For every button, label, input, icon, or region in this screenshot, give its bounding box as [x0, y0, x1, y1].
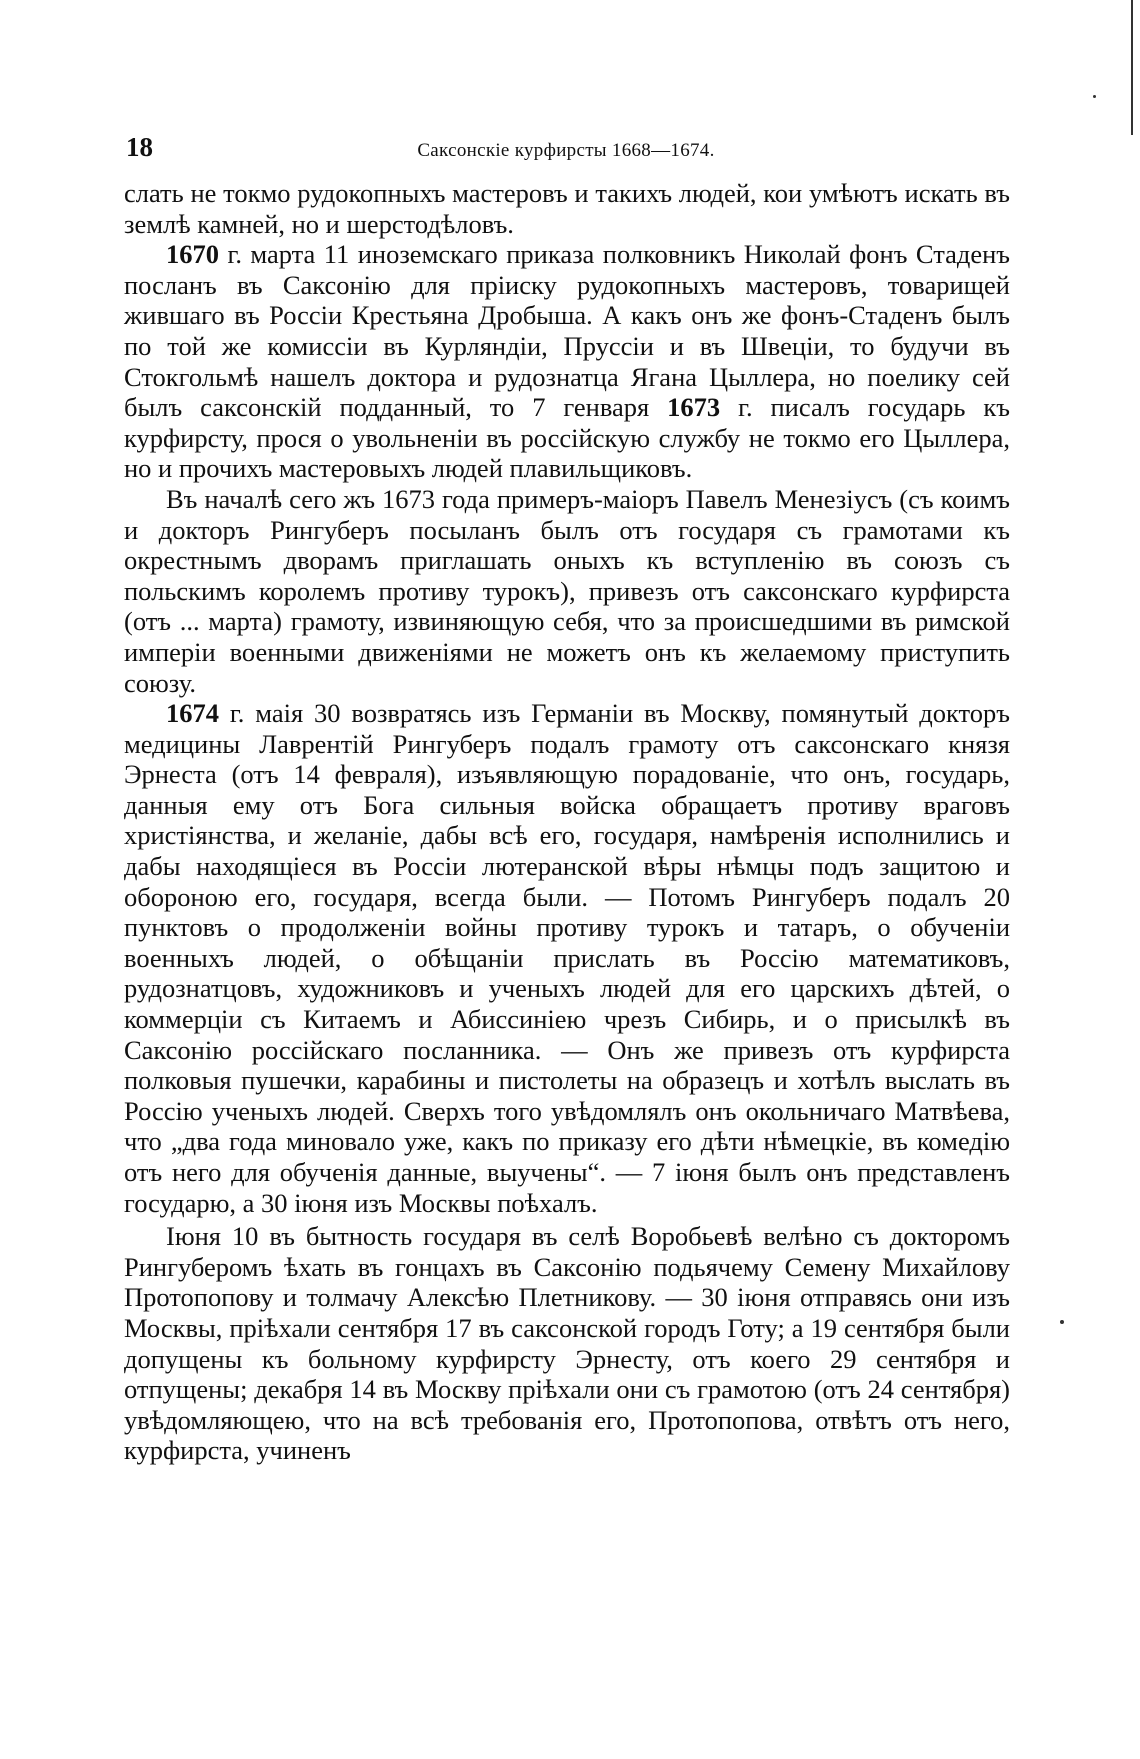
page-edge-rule — [1131, 0, 1133, 135]
paragraph-1673 — [124, 484, 1010, 698]
running-title: Саксонскіе курфирсты 1668—1674. — [417, 140, 715, 161]
body-text — [124, 178, 1010, 1466]
margin-speck — [1093, 95, 1096, 98]
paragraph-continuation — [124, 178, 1010, 239]
paragraph-text: слать не токмо рудокопныхъ мастеровъ и такихъ людей, кои умѣютъ искать въ землѣ камней, но и шерстодѣловъ. — [124, 178, 1010, 239]
paragraph-text: г. марта 11 иноземскаго приказа полковникъ Николай фонъ Стаденъ посланъ въ Саксонію для пріиску рудокопныхъ мастеровъ, товарищей жившаго въ Россіи Крестьяна Дробыша. А какъ онъ же фонъ-Стаденъ былъ по той же комиссіи въ Курляндіи, Пруссіи и въ Швеціи, то будучи въ Стокгольмѣ нашелъ доктора и рудознатца Ягана Цыллера, но поелику сей былъ саксонскій подданный, то 7 генваря — [124, 239, 1010, 423]
year-marker: 1670 — [166, 239, 219, 270]
paragraph-text: г. писалъ государь къ курфирсту, прося о увольненіи въ россійскую службу не токмо его Цыллера, но и прочихъ мастеровыхъ людей плавильщиковъ. — [124, 392, 1010, 484]
year-marker: 1674 — [166, 698, 219, 729]
paragraph-1670 — [124, 239, 1010, 484]
page-header — [126, 132, 1006, 168]
page-number: 18 — [126, 132, 153, 162]
paragraph-text: Іюня 10 въ бытность государя въ селѣ Воробьевѣ велѣно съ докторомъ Рингуберомъ ѣхать въ гонцахъ въ Саксонію подьячему Семену Михайлову Протопопову и толмачу Алексѣю Плетникову. — 30 іюня отправясь они изъ Москвы, пріѣхали сентября 17 въ саксонской городъ Готу; а 19 сентября были допущены къ больному курфирсту Эрнесту, отъ коего 29 сентября и отпущены; декабря 14 въ Москву пріѣхали они съ грамотою (отъ 24 сентября) увѣдомляющею, что на всѣ требованія его, Протопопова, отвѣтъ отъ него, курфирста, учиненъ — [124, 1221, 1010, 1466]
paragraph-1674 — [124, 698, 1010, 1218]
paragraph-text: Въ началѣ сего жъ 1673 года примеръ-маіоръ Павелъ Менезіусъ (съ коимъ и докторъ Рингуберъ посыланъ былъ отъ государя съ грамотами къ окрестнымъ дворамъ приглашать оныхъ къ вступленію въ союзъ съ польскимъ королемъ противу турокъ), привезъ отъ саксонскаго курфирста (отъ ... марта) грамоту, извиняющую себя, что за происшедшими въ римской имперіи военными движеніями не можетъ онъ къ желаемому приступить союзу. — [124, 483, 1010, 698]
paragraph-june — [124, 1221, 1010, 1466]
margin-speck — [1060, 1320, 1064, 1324]
paragraph-text: г. маія 30 возвратясь изъ Германіи въ Москву, помянутый докторъ медицины Лаврентій Рингуберъ подалъ грамоту отъ саксонскаго князя Эрнеста (отъ 14 февраля), изъявляющую порадованіе, что онъ, государь, данныя ему отъ Бога сильныя войска обращаетъ противу враговъ христіянства, и желаніе, дабы всѣ его, государя, намѣренія исполнились и дабы находящіеся въ Россіи лютеранской вѣры нѣмцы подъ защитою и обороною его, государя, всегда были. — Потомъ Рингуберъ подалъ 20 пунктовъ о продолженіи войны противу турокъ и татаръ, о обученіи военныхъ людей, о обѣщаніи прислать въ Россію математиковъ, рудознатцовъ, художниковъ и ученыхъ людей для его царскихъ дѣтей, о коммерціи съ Китаемъ и Абиссиніею чрезъ Сибирь, и о присылкѣ въ Саксонію россійскаго посланника. — Онъ же привезъ отъ курфирста полковыя пушечки, карабины и пистолеты на образецъ и хотѣлъ выслать въ Россію ученыхъ людей. Сверхъ того увѣдомлялъ онъ окольничаго Матвѣева, что „два года миновало уже, какъ по приказу его дѣти нѣмецкіе, въ комедію отъ него для обученія данные, выучены“. — 7 іюня былъ онъ представленъ государю, а 30 іюня изъ Москвы поѣхалъ. — [124, 698, 1010, 1218]
year-marker: 1673 — [667, 392, 721, 423]
